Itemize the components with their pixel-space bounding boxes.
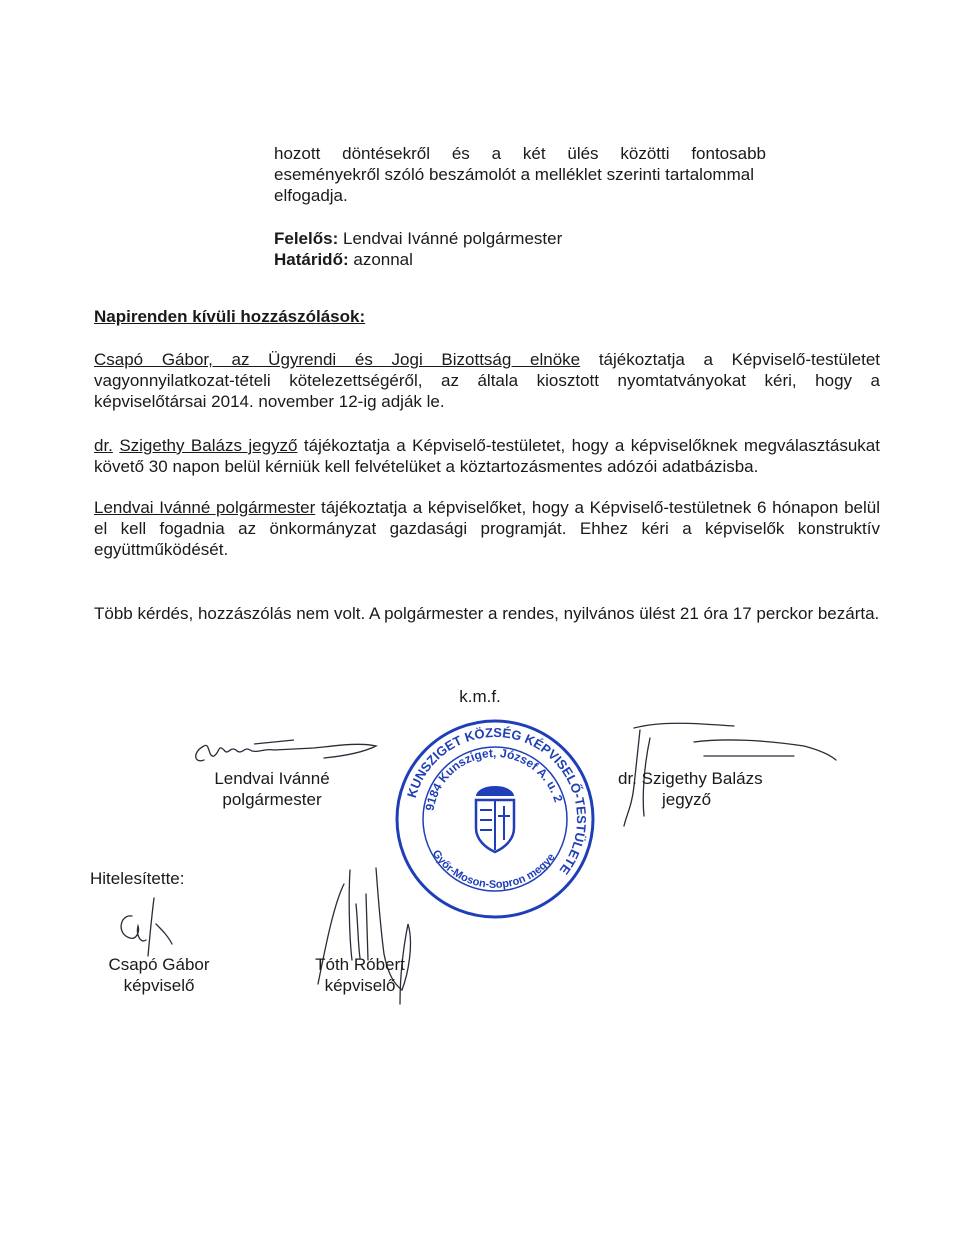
comment-3-text	[94, 497, 880, 560]
mayor-signature-flourish	[254, 740, 294, 744]
rep1-signature	[106, 894, 196, 960]
kmf-label: k.m.f.	[459, 687, 501, 706]
responsible-block	[274, 228, 766, 270]
mayor-title: polgármester	[222, 790, 322, 809]
comment-1-text	[94, 349, 880, 412]
rep2-name: Tóth Róbert	[315, 955, 405, 974]
comment-1	[94, 349, 880, 412]
intro-line-3: elfogadja.	[274, 186, 348, 205]
deadline-line	[274, 249, 766, 270]
mayor-signature-stroke	[196, 744, 376, 761]
notary-title: jegyző	[662, 790, 712, 809]
mayor-name: Lendvai Ivánné	[214, 769, 330, 788]
responsible-line	[274, 228, 766, 249]
notary-block	[618, 768, 778, 810]
certified-label: Hitelesítette:	[90, 869, 185, 888]
stamp-inner-text: 9184 Kunsziget, József A. u. 2	[422, 745, 566, 812]
comment-2-speaker: Szigethy Balázs jegyző	[119, 436, 298, 455]
mayor-block	[204, 768, 340, 810]
comment-1-body: tájékoztatja a Képviselő-testületet vagyonnyilatkozat-tételi kötelezettségéről, az általa kiosztott nyomtatványokat kéri, hogy a képviselőtársai 2014. november 12-ig adják le.	[94, 350, 880, 411]
section-heading	[94, 306, 880, 327]
stamp-bottom-text: Győr-Moson-Sopron megye	[429, 847, 558, 891]
comment-2-body: tájékoztatja a Képviselő-testületet, hogy a képviselőknek megválasztásukat követő 30 napon belül kérniük kell felvételüket a köztartozásmentes adózói adatbázisba.	[94, 436, 880, 476]
stamp-ring-text: KUNSZIGET KÖZSÉG KÉPVISELŐ-TESTÜLETE	[403, 724, 590, 878]
comment-2-speaker-prefix: dr.	[94, 436, 113, 455]
rep2-block	[304, 954, 416, 996]
rep1-signature-stroke	[121, 898, 172, 956]
rep1-block	[100, 954, 218, 996]
intro-paragraph	[274, 143, 766, 206]
coat-of-arms-icon	[476, 786, 514, 852]
closing-text: Több kérdés, hozzászólás nem volt. A polgármester a rendes, nyilvános ülést 21 óra 17 perckor bezárta.	[94, 604, 880, 623]
comment-3-speaker: Lendvai Ivánné polgármester	[94, 498, 316, 517]
closing-paragraph	[94, 603, 880, 624]
responsible-value: Lendvai Ivánné polgármester	[342, 229, 563, 248]
comment-1-speaker: Csapó Gábor, az Ügyrendi és Jogi Bizottság elnöke	[94, 350, 581, 369]
deadline-value: azonnal	[353, 250, 413, 269]
deadline-label: Határidő:	[274, 250, 349, 269]
rep1-name: Csapó Gábor	[108, 955, 210, 974]
notary-name: dr. Szigethy Balázs	[618, 769, 763, 788]
comment-2-text	[94, 435, 880, 477]
intro-line-2: eseményekről szóló beszámolót a melléklet szerinti tartalommal	[274, 165, 754, 184]
rep2-title: képviselő	[324, 976, 396, 995]
comment-3	[94, 497, 880, 560]
comment-3-body: tájékoztatja a képviselőket, hogy a Képviselő-testületnek 6 hónapon belül el kell fogadnia az önkormányzat gazdasági programját. Ehhez kéri a képviselők konstruktív együttműködését.	[94, 498, 880, 559]
section-heading-text: Napirenden kívüli hozzászólások:	[94, 307, 366, 326]
responsible-label: Felelős:	[274, 229, 339, 248]
rep1-title: képviselő	[123, 976, 195, 995]
intro-line-1: hozott döntésekről és a két ülés közötti fontosabb	[274, 144, 766, 163]
comment-2	[94, 435, 880, 477]
